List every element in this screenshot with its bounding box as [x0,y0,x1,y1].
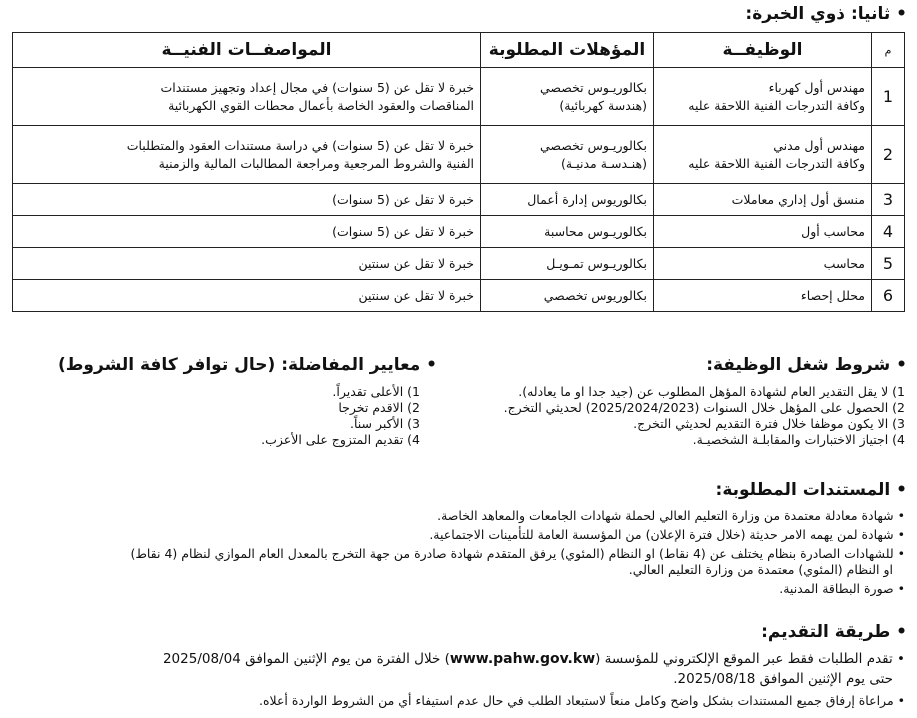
job-title-cell [654,68,872,126]
qualification-cell [481,184,654,216]
job-title-cell-line: وكافة التدرجات الفنية اللاحقة عليه [688,155,865,171]
job-title-cell-line: محاسب [823,255,865,271]
apply-line-2: حتى يوم الإثنين الموافق 2025/08/18. [673,671,893,687]
row-number: 3 [872,184,905,216]
list-item: 3) الأكبر سناً. [349,416,420,431]
table-row [13,280,905,312]
job-title-cell [654,184,872,216]
job-title-cell-line: وكافة التدرجات الفنية اللاحقة عليه [688,97,865,113]
qualification-cell-line: بكالوريـوس تخصصي [540,79,647,95]
preference-list [261,384,420,448]
spec-cell-line: خبرة لا تقل عن (5 سنوات) في دراسة مستندات العقود والمتطلبات [126,137,474,153]
job-title-cell-line: مهندس أول كهرباء [768,79,865,95]
list-item: • شهادة معادلة معتمدة من وزارة التعليم العالي لحملة شهادات الجامعات والمعاهد الخاصة. [437,508,905,523]
spec-cell-line: خبرة لا تقل عن سنتين [358,287,474,303]
spec-cell-line: خبرة لا تقل عن (5 سنوات) [332,223,474,239]
table-row [13,68,905,126]
spec-cell-line: الفنية والشروط المرجعية ومراجعة المطالبات المالية والزمنية [158,155,474,171]
conditions-list [504,384,905,448]
spec-cell-line: المناقصات والعقود الخاصة بأعمال محطات القوي الكهربائية [168,97,474,113]
header-specs: المواصفــات الفنيــة [13,33,481,68]
job-title-cell-line: محلل إحصاء [800,287,865,303]
spec-cell-line: خبرة لا تقل عن سنتين [358,255,474,271]
qualification-cell [481,68,654,126]
header-job: الوظيفــة [654,33,872,68]
qualification-cell [481,248,654,280]
qualification-cell [481,280,654,312]
section-title-experienced: • ثانيا: ذوي الخبرة: [745,4,907,24]
list-item: 2) الحصول على المؤهل خلال السنوات (2025/2024/2023) لحديثي التخرج. [503,400,905,415]
list-item: 2) الاقدم تخرجا [338,400,420,415]
list-item: 1) لا يقل التقدير العام لشهادة المؤهل المطلوب عن (جيد جدا او ما يعادله). [518,384,905,399]
list-item: 1) الأعلى تقديراً. [332,384,420,399]
list-item: 3) الا يكون موظفا خلال فترة التقديم لحديثي التخرج. [633,416,905,431]
job-title-cell-line: محاسب أول [801,223,865,239]
spec-cell-line: خبرة لا تقل عن (5 سنوات) [332,191,474,207]
list-item: 4) تقديم المتزوج على الأعزب. [261,432,420,447]
spec-cell-line: خبرة لا تقل عن (5 سنوات) في مجال إعداد وتجهيز مستندات [160,79,474,95]
spec-cell [13,68,481,126]
qualification-cell-line: بكالوريوس تخصصي [543,287,647,303]
list-item: • صورة البطاقة المدنية. [779,581,905,596]
job-title-cell [654,126,872,184]
documents-list [130,508,905,597]
apply-line-3: • مراعاة إرفاق جميع المستندات بشكل واضح وكامل منعاً لاستبعاد الطلب في حال عدم استيفاء أي من الشروط الواردة أعلاه. [258,693,905,708]
header-num: م [872,33,905,68]
qualification-cell-line: (هنـدسـة مدنيـة) [560,155,647,171]
row-number: 4 [872,216,905,248]
job-title-cell [654,280,872,312]
table-row [13,126,905,184]
apply-text-post: ) خلال الفترة من يوم الإثنين الموافق 2025/08/04 [162,651,450,667]
qualification-cell-line: بكالوريـوس محاسبة [544,223,647,239]
table-row [13,216,905,248]
spec-cell [13,280,481,312]
table-row [13,248,905,280]
list-item: • شهادة لمن يهمه الامر حديثة (خلال فترة الإعلان) من المؤسسة العامة للتأمينات الاجتماعية. [429,527,905,542]
list-item-continuation: او النظام (المئوي) معتمدة من وزارة التعليم العالي. [628,562,893,577]
row-number: 2 [872,126,905,184]
apply-text-pre: • تقدم الطلبات فقط عبر الموقع الإلكتروني للمؤسسة ( [595,651,905,667]
table-row [13,184,905,216]
header-qualifications: المؤهلات المطلوبة [481,33,654,68]
documents-title: • المستندات المطلوبة: [715,480,907,500]
qualification-cell-line: بكالوريـوس تخصصي [540,137,647,153]
table-header-row [13,33,905,68]
row-number: 5 [872,248,905,280]
qualification-cell-line: (هندسة كهربائية) [559,97,647,113]
apply-title: • طريقة التقديم: [761,622,907,642]
apply-line-1 [163,650,905,668]
spec-cell [13,184,481,216]
job-title-cell [654,248,872,280]
spec-cell [13,216,481,248]
spec-cell [13,126,481,184]
qualification-cell-line: بكالوريوس إدارة أعمال [527,191,647,207]
job-title-cell-line: مهندس أول مدني [773,137,865,153]
list-item: • للشهادات الصادرة بنظام يختلف عن (4 نقاط) او النظام (المئوي) يرفق المتقدم شهادة صادرة من جهة التخرج بالمعدل العام الموازي لنظام (4 نقاط) [130,546,905,561]
job-title-cell-line: منسق أول إداري معاملات [731,191,865,207]
qualification-cell [481,126,654,184]
row-number: 6 [872,280,905,312]
spec-cell [13,248,481,280]
jobs-table [12,32,905,312]
qualification-cell [481,216,654,248]
job-title-cell [654,216,872,248]
list-item: 4) اجتياز الاختبارات والمقابلـة الشخصيـة. [692,432,905,447]
conditions-title: • شروط شغل الوظيفة: [706,355,907,375]
row-number: 1 [872,68,905,126]
website-link[interactable]: www.pahw.gov.kw [449,651,596,667]
preference-title: • معايير المفاضلة: (حال توافر كافة الشروط) [58,355,437,375]
qualification-cell-line: بكالوريـوس تمـويـل [546,255,647,271]
